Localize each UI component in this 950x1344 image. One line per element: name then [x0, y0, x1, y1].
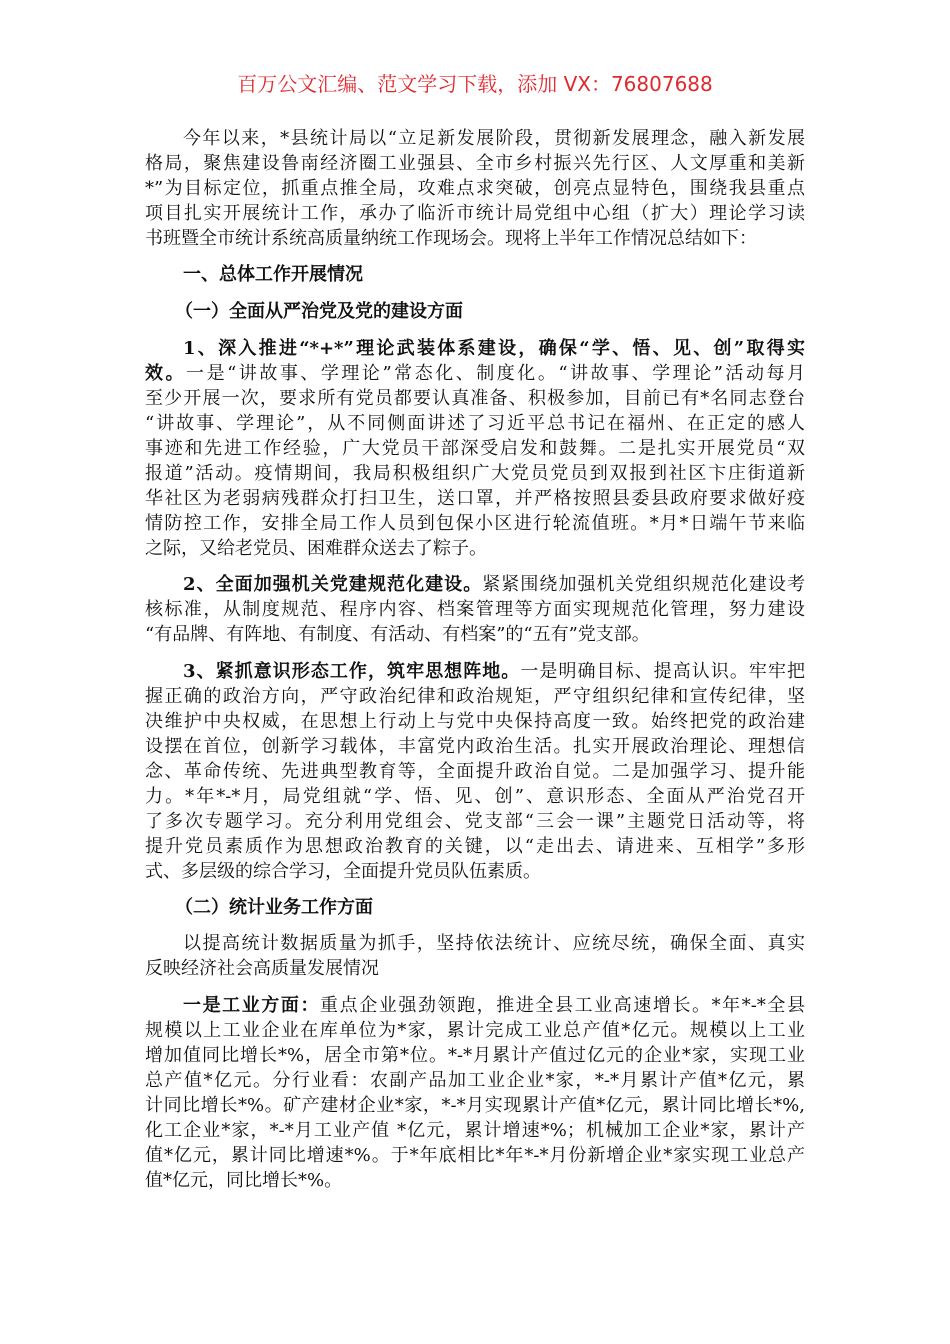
paragraph-statistics-intro	[145, 931, 805, 981]
text-line: 式、多层级的综合学习，全面提升党员队伍素质。	[145, 861, 541, 882]
text-line: 紧紧围绕加强机关党组织规范化建设考	[482, 574, 805, 595]
text-line: 总产值*亿元。分行业看：农副产品加工业企业*家，*-*月累计产值*亿元，累	[145, 1070, 805, 1091]
watermark-banner: 百万公文汇编、范文学习下载，添加 VX：76807688	[237, 72, 713, 96]
bold-lead: 效。	[145, 363, 187, 384]
text-line: 以提高统计数据质量为抓手，坚持依法统计、应统尽统，确保全面、真实	[183, 933, 805, 954]
text-line: 一是明确目标、提高认识。牢牢把	[520, 661, 806, 682]
text-line: 情防控工作，安排全局工作人员到包保小区进行轮流值班。*月*日端午节来临	[145, 513, 805, 534]
text-line: 念、革命传统、先进典型教育等，全面提升政治自觉。二是加强学习、提升能	[145, 761, 805, 782]
paragraph-theory-study	[145, 336, 805, 561]
text-line: 反映经济社会高质量发展情况	[145, 958, 379, 979]
text-line: 力。*年*-*月，局党组就“学、悟、见、创”、意识形态、全面从严治党召开	[145, 786, 805, 807]
section-heading-1: 一、总体工作开展情况	[183, 264, 363, 285]
bold-lead: 2、全面加强机关党建规范化建设。	[183, 574, 483, 595]
text-line: 华社区为老弱病残群众打扫卫生，送口罩，并严格按照县委县政府要求做好疫	[145, 488, 805, 509]
text-line: 今年以来，*县统计局以“立足新发展阶段，贯彻新发展理念，融入新发展	[183, 128, 805, 149]
text-line: 一是“讲故事、学理论”常态化、制度化。“讲故事、学理论”活动每月	[186, 363, 805, 384]
paragraph-party-building	[145, 572, 805, 647]
text-line: 计同比增长*%。矿产建材企业*家，*-*月实现累计产值*亿元，累计同比增长*%,	[145, 1095, 805, 1116]
paragraph-ideology	[145, 659, 805, 884]
text-line: 值*亿元，同比增长*%。	[145, 1170, 343, 1191]
text-line: 设摆在首位，创新学习载体，丰富党内政治生活。扎实开展政治理论、理想信	[145, 736, 805, 757]
text-line: “讲故事、学理论”，从不同侧面讲述了习近平总书记在福州、在正定的感人	[145, 413, 805, 434]
text-line: 提升党员素质作为思想政治教育的关键，以“走出去、请进来、互相学”多形	[145, 836, 805, 857]
text-line: “有品牌、有阵地、有制度、有活动、有档案”的“五有”党支部。	[145, 624, 650, 645]
text-line: 重点企业强劲领跑，推进全县工业高速增长。*年*-*全县	[320, 995, 805, 1016]
bold-lead: 3、紧抓意识形态工作，筑牢思想阵地。	[183, 661, 521, 682]
text-line: 格局，聚焦建设鲁南经济圈工业强县、全市乡村振兴先行区、人文厚重和美新	[145, 153, 805, 174]
text-line: 化工企业*家，*-*月工业产值 *亿元，累计增速*%；机械加工企业*家，累计产	[145, 1120, 805, 1141]
bold-lead: 一是工业方面：	[183, 995, 321, 1016]
text-line: 了多次专题学习。充分利用党组会、党支部“三会一课”主题党日活动等，将	[145, 811, 805, 832]
text-line: 规模以上工业企业在库单位为*家，累计完成工业总产值*亿元。规模以上工业	[145, 1020, 805, 1041]
text-line: 决维护中央权威，在思想上行动上与党中央保持高度一致。始终把党的政治建	[145, 711, 805, 732]
text-line: 项目扎实开展统计工作，承办了临沂市统计局党组中心组（扩大）理论学习读	[145, 203, 805, 224]
subsection-heading-2: （二）统计业务工作方面	[175, 897, 373, 918]
text-line: 至少开展一次，要求所有党员都要认真准备、积极参加，目前已有*名同志登台	[145, 388, 805, 409]
text-line: 之际，又给老党员、困难群众送去了粽子。	[145, 538, 487, 559]
text-line: 握正确的政治方向，严守政治纪律和政治规矩，严守组织纪律和宣传纪律，坚	[145, 686, 805, 707]
text-line: 核标准，从制度规范、程序内容、档案管理等方面实现规范化管理，努力建设	[145, 599, 805, 620]
text-line: 事迹和先进工作经验，广大党员干部深受启发和鼓舞。二是扎实开展党员“双	[145, 438, 805, 459]
bold-lead: 1、深入推进“*+*”理论武装体系建设，确保“学、悟、见、创”取得实	[183, 338, 805, 359]
text-line: 报道”活动。疫情期间，我局积极组织广大党员党员到双报到社区卞庄街道新	[145, 463, 805, 484]
text-line: *”为目标定位，抓重点推全局，攻难点求突破，创亮点显特色，围绕我县重点	[145, 178, 805, 199]
text-line: 书班暨全市统计系统高质量纳统工作现场会。现将上半年工作情况总结如下：	[145, 228, 757, 249]
intro-paragraph	[145, 126, 805, 251]
text-line: 增加值同比增长*%，居全市第*位。*-*月累计产值过亿元的企业*家，实现工业	[145, 1045, 805, 1066]
text-line: 值*亿元，累计同比增速*%。于*年底相比*年*-*月份新增企业*家实现工业总产	[145, 1145, 805, 1166]
subsection-heading-1: （一）全面从严治党及党的建设方面	[175, 301, 463, 322]
paragraph-industry	[145, 993, 805, 1193]
